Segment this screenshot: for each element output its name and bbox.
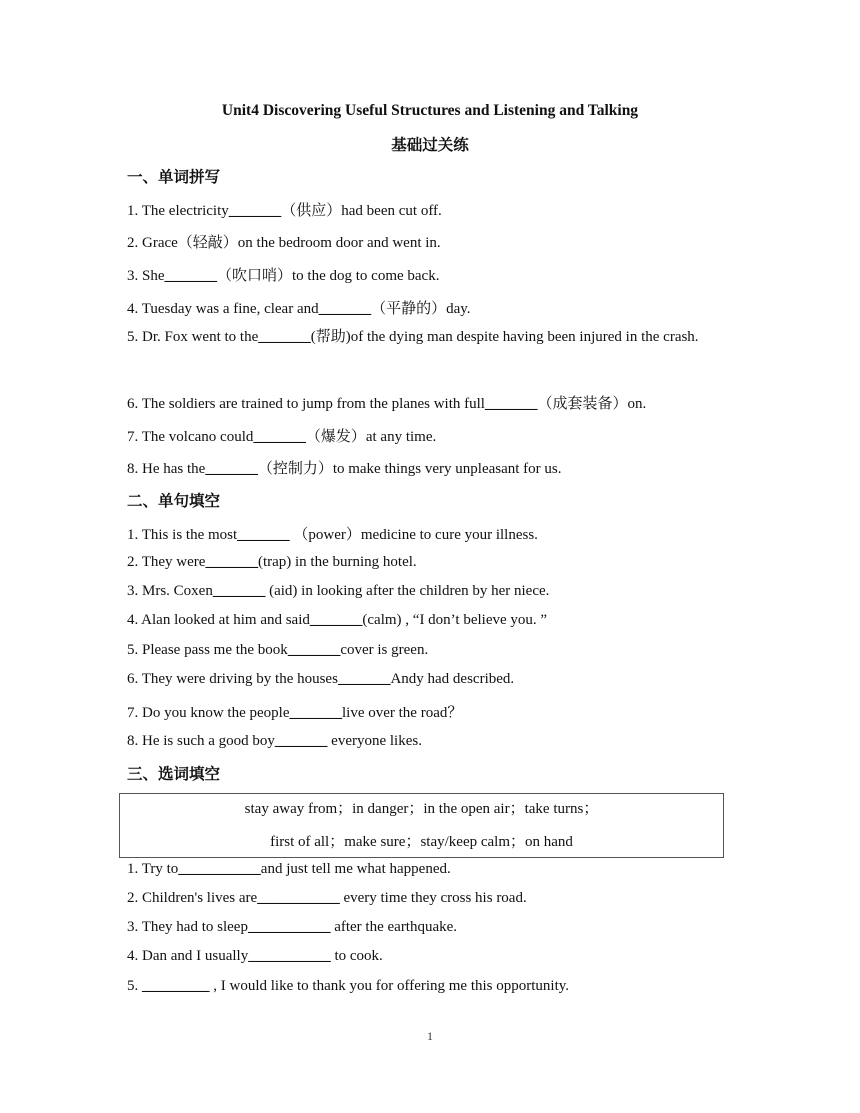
answer-blank: ___________	[178, 861, 261, 877]
exercise-text: live over the road？	[341, 705, 463, 721]
answer-blank: ___________	[247, 919, 331, 935]
exercise-text: （power）medicine to cure your illness.	[289, 527, 538, 543]
exercise-text: 2. They were	[127, 554, 206, 570]
exercise-text: （供应）had been cut off.	[281, 203, 442, 219]
exercise-item	[127, 861, 451, 878]
exercise-text: 5.	[127, 978, 142, 994]
answer-blank: _______	[205, 461, 258, 477]
exercise-text: 1. This is the most	[127, 527, 238, 543]
exercise-text: , I would like to thank you for offering me this opportunity.	[209, 978, 570, 994]
exercise-item	[127, 264, 439, 285]
word-bank-box	[119, 793, 724, 858]
exercise-item	[127, 231, 441, 252]
exercise-text: 3. Mrs. Coxen	[127, 583, 213, 599]
answer-blank: _______	[258, 329, 311, 345]
exercise-item	[127, 457, 562, 478]
exercise-item	[127, 392, 646, 413]
exercise-text: （成套装备）on.	[537, 396, 647, 412]
answer-blank: _______	[237, 527, 290, 543]
section-heading-sentence-fill: 二、单句填空	[127, 492, 221, 510]
answer-blank: ___________	[248, 948, 331, 964]
exercise-text: （控制力）to make things very unpleasant for us.	[257, 461, 562, 477]
exercise-text: 4. Tuesday was a fine, clear and	[127, 301, 319, 317]
exercise-item	[127, 523, 538, 544]
answer-blank: _______	[484, 396, 538, 412]
exercise-text: every time they cross his road.	[339, 890, 527, 906]
exercise-text: 8. He is such a good boy	[127, 733, 275, 749]
answer-blank: _______	[318, 301, 372, 317]
exercise-text: 8. He has the	[127, 461, 206, 477]
word-bank-line: stay away from；in danger；in the open air；take turns；	[244, 801, 599, 817]
exercise-item	[127, 425, 436, 446]
exercise-item	[127, 890, 527, 907]
answer-blank: _______	[337, 671, 391, 687]
exercise-text: 7. The volcano could	[127, 429, 254, 445]
section-heading-spelling: 一、单词拼写	[127, 168, 221, 186]
exercise-text: Andy had described.	[390, 671, 515, 687]
exercise-text: 4. Dan and I usually	[127, 948, 249, 964]
exercise-item	[127, 948, 383, 965]
exercise-text: (aid) in looking after the children by her niece.	[265, 583, 550, 599]
exercise-text: 5. Dr. Fox went to the	[127, 329, 259, 345]
exercise-item	[127, 642, 428, 659]
exercise-item	[127, 199, 442, 220]
exercise-text: (trap) in the burning hotel.	[257, 554, 417, 570]
exercise-item	[127, 554, 417, 571]
exercise-text: 2. Grace（轻敲）on the bedroom door and went in.	[127, 235, 441, 251]
exercise-item	[127, 297, 471, 318]
exercise-text: and just tell me what happened.	[260, 861, 451, 877]
exercise-text: (calm) , “I don’t believe you. ”	[362, 612, 548, 628]
exercise-text: 5. Please pass me the book	[127, 642, 288, 658]
answer-blank: _________	[142, 978, 210, 994]
exercise-text: 1. The electricity	[127, 203, 229, 219]
exercise-text: after the earthquake.	[330, 919, 458, 935]
document-subtitle: 基础过关练	[391, 137, 469, 154]
exercise-item	[127, 978, 569, 995]
answer-blank: _______	[228, 203, 282, 219]
document-title: Unit4 Discovering Useful Structures and Listening and Talking	[221, 102, 639, 119]
exercise-text: 2. Children's lives are	[127, 890, 258, 906]
exercise-item	[127, 583, 549, 600]
exercise-item	[127, 919, 457, 936]
exercise-text: 3. She	[127, 268, 165, 284]
exercise-item	[127, 322, 739, 353]
answer-blank: _______	[289, 705, 342, 721]
section-heading-word-choice: 三、选词填空	[127, 765, 221, 783]
exercise-item	[127, 733, 422, 750]
answer-blank: _______	[212, 583, 266, 599]
exercise-text: (帮助)of the dying man despite having been injured in the crash.	[310, 329, 699, 345]
answer-blank: _______	[253, 429, 306, 445]
answer-blank: _______	[274, 733, 328, 749]
exercise-text: 3. They had to sleep	[127, 919, 248, 935]
exercise-text: everyone likes.	[327, 733, 422, 749]
exercise-item	[127, 612, 547, 629]
exercise-text: 6. They were driving by the houses	[127, 671, 338, 687]
answer-blank: _______	[287, 642, 341, 658]
exercise-text: （爆发）at any time.	[305, 429, 437, 445]
answer-blank: ___________	[257, 890, 340, 906]
exercise-text: cover is green.	[340, 642, 429, 658]
exercise-text: 1. Try to	[127, 861, 179, 877]
answer-blank: _______	[205, 554, 258, 570]
exercise-text: 7. Do you know the people	[127, 705, 290, 721]
word-bank-line: first of all；make sure；stay/keep calm；on hand	[270, 834, 573, 850]
exercise-item	[127, 671, 514, 688]
answer-blank: _______	[309, 612, 363, 628]
page-number: 1	[427, 1029, 433, 1043]
answer-blank: _______	[164, 268, 217, 284]
exercise-item	[127, 701, 462, 722]
exercise-text: 4. Alan looked at him and said	[127, 612, 310, 628]
exercise-text: 6. The soldiers are trained to jump from the planes with full	[127, 396, 485, 412]
exercise-text: （吹口哨）to the dog to come back.	[217, 268, 440, 284]
exercise-text: to cook.	[330, 948, 383, 964]
exercise-text: （平静的）day.	[371, 301, 471, 317]
